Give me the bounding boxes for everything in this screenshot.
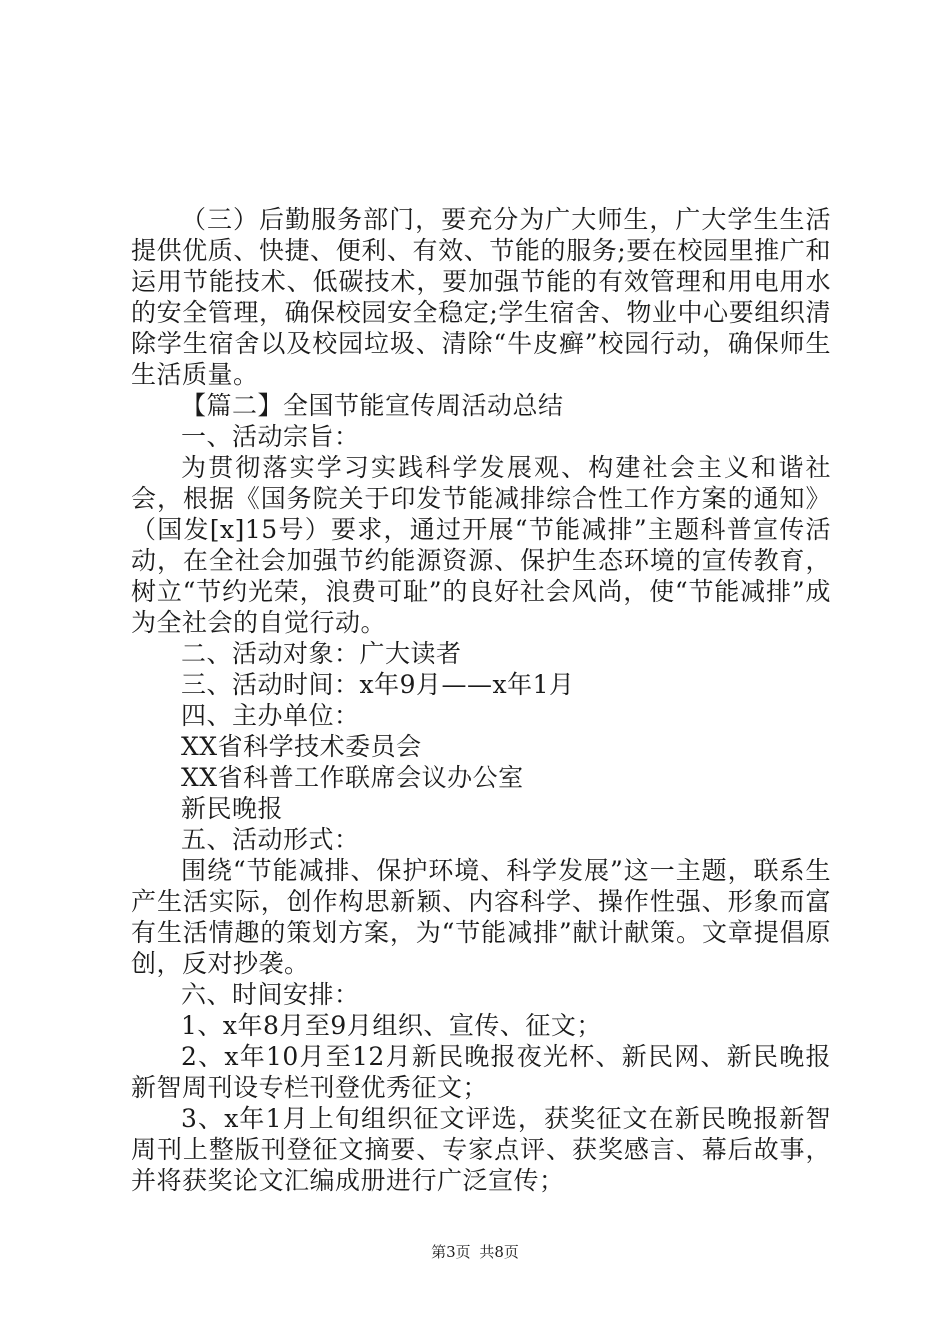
organizer-item: XX省科学技术委员会	[181, 732, 422, 761]
schedule-item: 3、x年1月上旬组织征文评选，获奖征文在新民晚报新智周刊上整版刊登征文摘要、专家点评、获奖感言、幕后故事，并将获奖论文汇编成册进行广泛宣传；	[131, 1104, 831, 1195]
page-footer	[0, 1242, 950, 1262]
heading-audience: 二、活动对象：广大读者	[181, 639, 462, 668]
organizer-item: 新民晚报	[181, 794, 284, 823]
paragraph-format: 围绕“节能减排、保护环境、科学发展”这一主题，联系生产生活实际，创作构思新颖、内容科学、操作性强、形象而富有生活情趣的策划方案，为“节能减排”献计献策。文章提倡原创，反对抄袭。	[131, 856, 831, 978]
organizer-item: XX省科普工作联席会议办公室	[181, 763, 524, 792]
heading-purpose: 一、活动宗旨：	[181, 422, 360, 451]
document-body	[131, 204, 831, 1196]
paragraph-logistics: （三）后勤服务部门，要充分为广大师生，广大学生生活提供优质、快捷、便利、有效、节能的服务;要在校园里推广和运用节能技术、低碳技术，要加强节能的有效管理和用电用水的安全管理，确保校园安全稳定;学生宿舍、物业中心要组织清除学生宿舍以及校园垃圾、清除“牛皮癣”校园行动，确保师生生活质量。	[131, 205, 831, 389]
heading-schedule: 六、时间安排：	[181, 980, 360, 1009]
heading-format: 五、活动形式：	[181, 825, 360, 854]
page-total: 共8页	[479, 1243, 519, 1261]
schedule-item: 1、x年8月至9月组织、宣传、征文；	[181, 1011, 602, 1040]
page-number: 第3页	[431, 1243, 471, 1261]
heading-organizers: 四、主办单位：	[181, 701, 360, 730]
section-title-part-two: 【篇二】全国节能宣传周活动总结	[181, 391, 564, 420]
paragraph-purpose: 为贯彻落实学习实践科学发展观、构建社会主义和谐社会，根据《国务院关于印发节能减排综合性工作方案的通知》（国发[x]15号）要求，通过开展“节能减排”主题科普宣传活动，在全社会加强节约能源资源、保护生态环境的宣传教育，树立“节约光荣，浪费可耻”的良好社会风尚，使“节能减排”成为全社会的自觉行动。	[131, 453, 831, 637]
schedule-item: 2、x年10月至12月新民晚报夜光杯、新民网、新民晚报新智周刊设专栏刊登优秀征文；	[131, 1042, 831, 1102]
heading-time: 三、活动时间：x年9月——x年1月	[181, 670, 575, 699]
